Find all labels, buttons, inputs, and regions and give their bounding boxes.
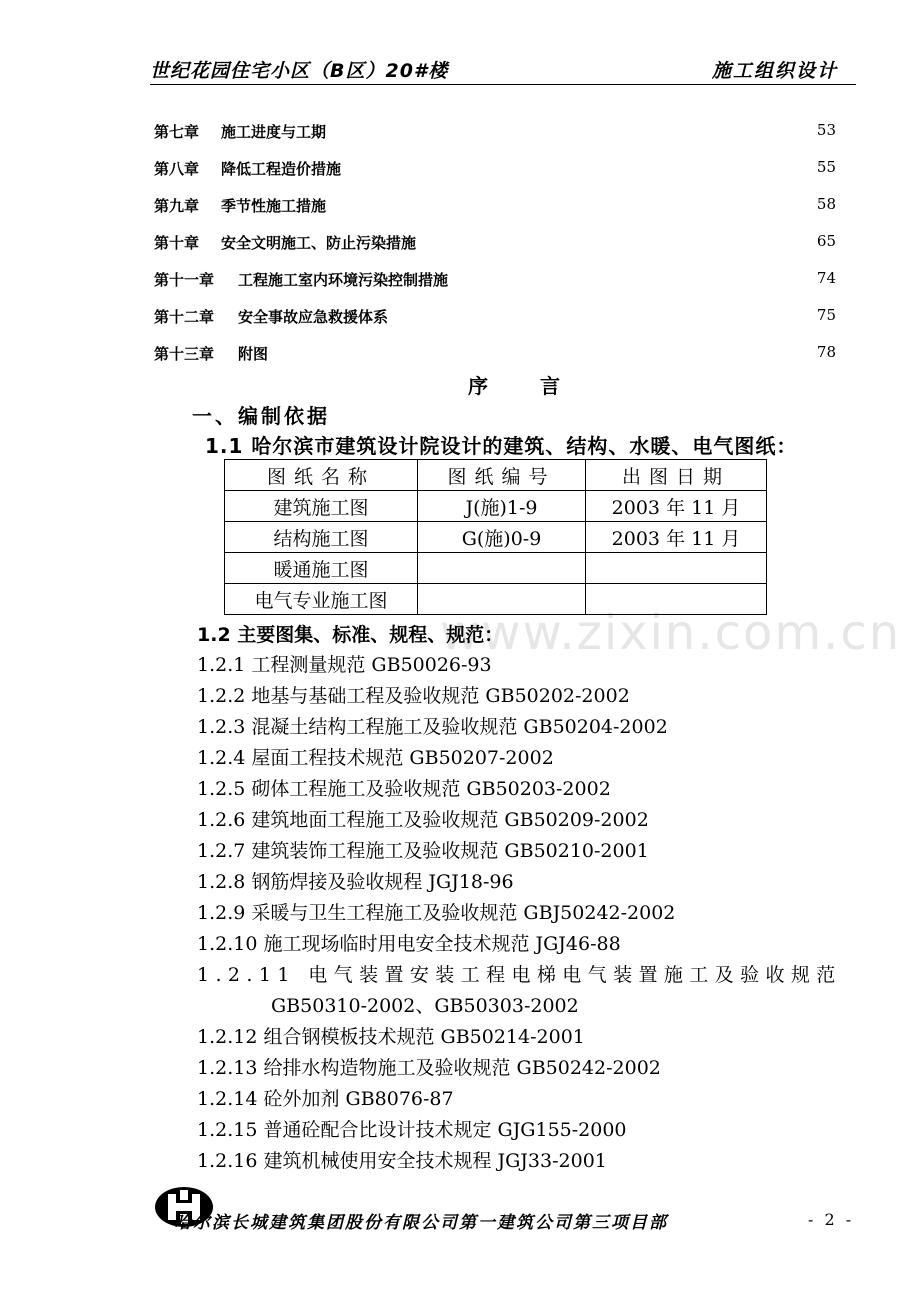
page-header xyxy=(150,54,856,85)
toc-page: 75 xyxy=(816,306,836,324)
toc-chapter: 第十章 xyxy=(154,234,200,252)
drawings-table xyxy=(224,459,767,615)
table-cell xyxy=(418,553,586,584)
section-heading-basis: 一、编制依据 xyxy=(192,404,330,428)
toc-chapter: 第十三章 xyxy=(154,345,215,363)
table-cell xyxy=(586,584,767,615)
table-cell: J(施)1-9 xyxy=(418,491,586,522)
list-item: 1.2.9 采暖与卫生工程施工及验收规范 GBJ50242-2002 xyxy=(197,902,676,924)
table-row xyxy=(225,553,767,584)
toc-row[interactable] xyxy=(154,192,836,229)
toc-chapter: 第九章 xyxy=(154,197,200,215)
table-header-row xyxy=(225,460,767,491)
list-item: 1.2.12 组合钢模板技术规范 GB50214-2001 xyxy=(197,1026,585,1048)
toc-page: 55 xyxy=(816,158,836,176)
table-of-contents xyxy=(154,118,836,377)
toc-page: 78 xyxy=(816,343,836,361)
standards-list xyxy=(197,650,852,1177)
toc-row[interactable] xyxy=(154,155,836,192)
list-item: 1.2.10 施工现场临时用电安全技术规范 JGJ46-88 xyxy=(197,933,621,955)
toc-title: 工程施工室内环境污染控制措施 xyxy=(238,271,449,289)
toc-page: 74 xyxy=(816,269,836,287)
toc-page: 58 xyxy=(816,195,836,213)
list-item: 1.2.4 屋面工程技术规范 GB50207-2002 xyxy=(197,747,554,769)
list-item: 1.2.3 混凝土结构工程施工及验收规范 GB50204-2002 xyxy=(197,716,668,738)
table-cell: 结构施工图 xyxy=(225,522,418,553)
toc-row[interactable] xyxy=(154,303,836,340)
list-item: 1.2.7 建筑装饰工程施工及验收规范 GB50210-2001 xyxy=(197,840,649,862)
toc-title: 降低工程造价措施 xyxy=(221,160,342,178)
table-cell: G(施)0-9 xyxy=(418,522,586,553)
list-item: 1.2.1 工程测量规范 GB50026-93 xyxy=(197,654,492,676)
list-item: 1.2.5 砌体工程施工及验收规范 GB50203-2002 xyxy=(197,778,611,800)
table-cell: 2003 年 11 月 xyxy=(586,522,767,553)
table-cell: 暖通施工图 xyxy=(225,553,418,584)
section-1-1-heading: 1.1 哈尔滨市建筑设计院设计的建筑、结构、水暖、电气图纸： xyxy=(205,434,798,458)
toc-title: 安全文明施工、防止污染措施 xyxy=(221,234,417,252)
toc-page: 53 xyxy=(816,121,836,139)
preface-title: 序言 xyxy=(468,374,612,398)
toc-chapter: 第八章 xyxy=(154,160,200,178)
toc-row[interactable] xyxy=(154,118,836,155)
list-item: 1.2.2 地基与基础工程及验收规范 GB50202-2002 xyxy=(197,685,630,707)
table-row xyxy=(225,522,767,553)
table-cell xyxy=(586,553,767,584)
toc-page: 65 xyxy=(816,232,836,250)
toc-title: 季节性施工措施 xyxy=(221,197,327,215)
toc-chapter: 第十一章 xyxy=(154,271,215,289)
list-item: 1.2.6 建筑地面工程施工及验收规范 GB50209-2002 xyxy=(197,809,649,831)
toc-row[interactable] xyxy=(154,266,836,303)
table-cell: 建筑施工图 xyxy=(225,491,418,522)
toc-row[interactable] xyxy=(154,229,836,266)
table-row xyxy=(225,584,767,615)
list-item: 1.2.11 电气装置安装工程电梯电气装置施工及验收规范 xyxy=(197,964,842,986)
table-cell: 电气专业施工图 xyxy=(225,584,418,615)
page-number: - 2 - xyxy=(808,1210,855,1229)
table-row xyxy=(225,491,767,522)
toc-title: 施工进度与工期 xyxy=(221,123,327,141)
list-item: 1.2.15 普通砼配合比设计技术规定 GJG155-2000 xyxy=(197,1119,627,1141)
table-cell: 2003 年 11 月 xyxy=(586,491,767,522)
toc-chapter: 第十二章 xyxy=(154,308,215,326)
watermark: www.zixin.com.cn xyxy=(440,605,902,661)
toc-chapter: 第七章 xyxy=(154,123,200,141)
list-item-continuation: GB50310-2002、GB50303-2002 xyxy=(271,995,579,1017)
toc-title: 安全事故应急救援体系 xyxy=(238,308,389,326)
footer-company: 哈尔滨长城建筑集团股份有限公司第一建筑公司第三项目部 xyxy=(174,1213,668,1233)
list-item: 1.2.13 给排水构造物施工及验收规范 GB50242-2002 xyxy=(197,1057,661,1079)
list-item: 1.2.16 建筑机械使用安全技术规程 JGJ33-2001 xyxy=(197,1150,607,1172)
list-item: 1.2.14 砼外加剂 GB8076-87 xyxy=(197,1088,454,1110)
table-header-cell: 图纸名称 xyxy=(225,460,418,491)
header-doc-type: 施工组织设计 xyxy=(711,60,838,82)
section-1-2-heading: 1.2 主要图集、标准、规程、规范： xyxy=(197,624,504,646)
header-project-title: 世纪花园住宅小区（B区）20#楼 xyxy=(150,60,449,82)
list-item: 1.2.8 钢筋焊接及验收规程 JGJ18-96 xyxy=(197,871,514,893)
table-cell xyxy=(418,584,586,615)
table-header-cell: 出图日期 xyxy=(586,460,767,491)
toc-title: 附图 xyxy=(238,345,269,363)
table-header-cell: 图纸编号 xyxy=(418,460,586,491)
